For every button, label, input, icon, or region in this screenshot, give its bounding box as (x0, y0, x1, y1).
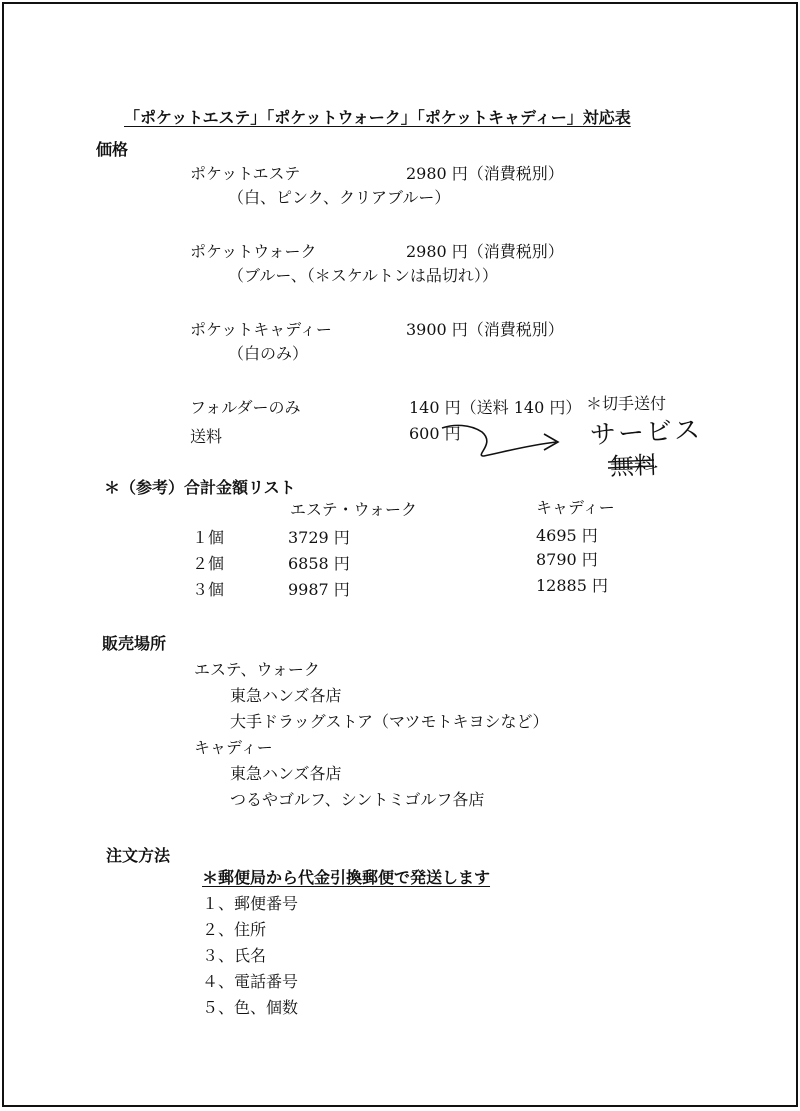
order-item-4: ４、電話番号 (202, 972, 299, 991)
product-price-walk: 2980 円（消費税別） (406, 242, 564, 261)
totals-qty-3: ３個 (192, 580, 225, 599)
totals-col2-3: 12885 円 (536, 576, 608, 595)
totals-col1-header: エステ・ウォーク (290, 500, 418, 519)
stores-group2-title: キャディー (194, 738, 273, 757)
product-name-este: ポケットエステ (190, 164, 301, 183)
order-item-5: ５、色、個数 (202, 998, 299, 1017)
stores-group2-item-1: 東急ハンズ各店 (230, 764, 342, 783)
order-heading: 注文方法 (106, 846, 171, 865)
totals-qty-2: ２個 (192, 554, 225, 573)
shipping-name: 送料 (190, 427, 223, 446)
stores-group1-item-1: 東急ハンズ各店 (230, 686, 342, 705)
order-item-3: ３、氏名 (202, 946, 267, 965)
product-note-caddie: （白のみ） (228, 344, 309, 363)
totals-col1-1: 3729 円 (288, 528, 350, 547)
stores-heading: 販売場所 (102, 634, 167, 653)
price-heading: 価格 (96, 140, 129, 159)
document-page (2, 2, 798, 1107)
stores-group2-item-2: つるやゴルフ、シントミゴルフ各店 (230, 790, 485, 809)
stores-group1-title: エステ、ウォーク (194, 660, 320, 679)
totals-col1-3: 9987 円 (288, 580, 350, 599)
totals-col2-2: 8790 円 (536, 550, 598, 569)
product-note-este: （白、ピンク、クリアブルー） (228, 188, 451, 207)
stores-group1-item-2: 大手ドラッグストア（マツモトキヨシなど） (230, 712, 549, 731)
folder-extra: ＊切手送付 (586, 394, 667, 413)
product-name-caddie: ポケットキャディー (190, 320, 332, 339)
shipping-price: 600 円 (409, 424, 461, 443)
totals-col1-2: 6858 円 (288, 554, 350, 573)
totals-col2-header: キャディー (536, 498, 615, 517)
handwritten-service: サービス (589, 415, 703, 451)
document-title: 「ポケットエステ」「ポケットウォーク」「ポケットキャディー」対応表 (124, 108, 631, 127)
totals-col2-1: 4695 円 (536, 526, 598, 545)
handwritten-arrow-icon (4, 4, 800, 1109)
product-price-caddie: 3900 円（消費税別） (406, 320, 564, 339)
product-name-walk: ポケットウォーク (190, 242, 317, 261)
totals-qty-1: １個 (192, 528, 225, 547)
order-item-1: １、郵便番号 (202, 894, 299, 913)
folder-name: フォルダーのみ (190, 398, 301, 417)
totals-heading: ＊（参考）合計金額リスト (104, 478, 296, 497)
order-item-2: ２、住所 (202, 920, 267, 939)
folder-price: 140 円（送料 140 円） (409, 398, 582, 417)
order-note: ＊郵便局から代金引換郵便で発送します (202, 868, 491, 887)
handwritten-free: 無料 (609, 451, 659, 481)
product-price-este: 2980 円（消費税別） (406, 164, 564, 183)
product-note-walk: （ブルー、（＊スケルトンは品切れ）） (228, 266, 498, 285)
